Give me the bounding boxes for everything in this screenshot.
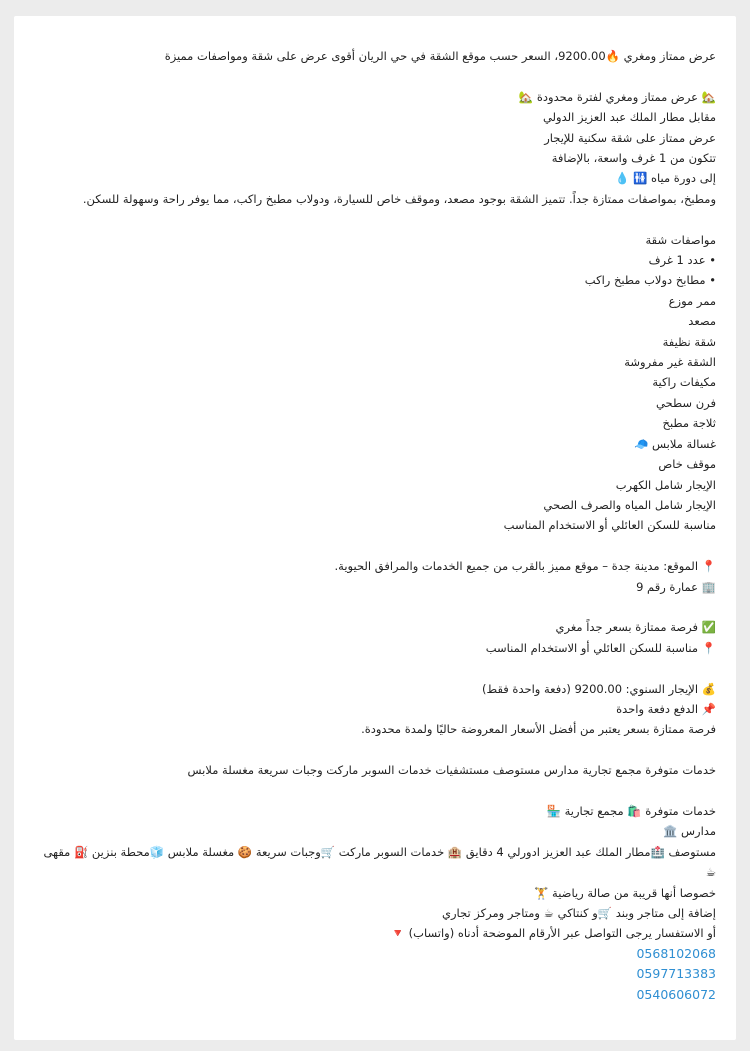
spacer <box>34 536 716 556</box>
specs-title: مواصفات شقة <box>645 232 716 247</box>
building-line: 🏢 عمارة رقم 9 <box>636 579 716 594</box>
spec-item: شقة نظيفة <box>662 334 716 349</box>
spec-item: ثلاجة مطبخ <box>662 416 716 431</box>
services-line: مدارس 🏛️ <box>663 824 716 839</box>
spec-item: • مطابخ دولاب مطبخ راكب <box>584 273 716 288</box>
spec-item: غسالة ملابس 🧢 <box>634 436 716 451</box>
intro-line: إلى دورة مياه 🚻 💧 <box>615 171 716 186</box>
services-line: مستوصف 🏥مطار الملك عبد العزيز ادورلي 4 دقايق 🏨 خدمات السوبر ماركت 🛒وجبات سريعة 🍪 مغسلة ملابس 🧊محطة بنزين ⛽ مقهى <box>43 844 716 859</box>
payment-line: 💰 الإيجار السنوي: 9200.00 (دفعة واحدة فقط) <box>482 681 716 696</box>
intro-line: ومطبخ، بمواصفات ممتازة جداً. تتميز الشقة بوجود مصعد، وموقف خاص للسيارة، ودولاب مطبخ راكب، مما يوفر راحة وسهولة للسكن. <box>82 191 716 206</box>
location-line: 📍 الموقع: مدينة جدة – موقع مميز بالقرب من جميع الخدمات والمرافق الحيوية. <box>334 559 716 574</box>
extras-line: إضافة إلى متاجر وبند 🛒و كنتاكي ☕ ومتاجر ومركز تجاري <box>441 905 716 920</box>
spacer <box>34 781 716 801</box>
services-line: خدمات متوفرة 🛍️ مجمع تجارية 🏪 <box>546 803 716 818</box>
spec-item: مصعد <box>688 314 716 329</box>
post-body <box>34 46 716 1005</box>
spacer <box>34 740 716 760</box>
spec-item: فرن سطحي <box>655 395 716 410</box>
spec-item: • عدد 1 غرف <box>648 253 716 268</box>
intro-line: 🏡 عرض ممتاز ومغري لفترة محدودة 🏡 <box>518 89 716 104</box>
spacer <box>34 209 716 229</box>
intro-line: تتكون من 1 غرف واسعة، بالإضافة <box>551 151 716 166</box>
services-summary: خدمات متوفرة مجمع تجارية مدارس مستوصف مستشفيات خدمات السوبر ماركت وجبات سريعة مغسلة ملابس <box>187 763 716 778</box>
spec-item: الإيجار شامل المياه والصرف الصحي <box>543 497 716 512</box>
spec-item: ممر موزع <box>668 293 716 308</box>
spec-item: الشقة غير مفروشة <box>624 355 716 370</box>
payment-line: 📌 الدفع دفعة واحدة <box>616 701 716 716</box>
services-line: ☕ <box>705 865 716 880</box>
payment-line: فرصة ممتازة بسعر يعتبر من أفضل الأسعار المعروضة حاليًا ولمدة محدودة. <box>361 722 716 737</box>
opportunity-line: ✅ فرصة ممتازة بسعر جداً مغري <box>555 620 716 635</box>
intro-line: مقابل مطار الملك عبد العزيز الدولي <box>542 110 716 125</box>
phone-link[interactable]: 0540606072 <box>636 986 716 1002</box>
post-headline: عرض ممتاز ومغري 🔥9200.00، السعر حسب موقع الشقة في حي الريان أقوى عرض على شقة ومواصفات مميزة <box>164 49 716 63</box>
extras-line: خصوصا أنها قريبة من صالة رياضية 🏋️ <box>534 885 716 900</box>
contact-prompt: أو الاستفسار يرجى التواصل عبر الأرقام الموضحة أدناه (واتساب) 🔻 <box>390 926 716 941</box>
phone-link[interactable]: 0568102068 <box>636 945 716 961</box>
spec-item: مناسبة للسكن العائلي أو الاستخدام المناسب <box>503 518 716 533</box>
spacer <box>34 597 716 617</box>
spacer <box>34 66 716 86</box>
post-card <box>14 16 736 1040</box>
spacer <box>34 658 716 678</box>
spec-item: موقف خاص <box>658 457 716 472</box>
opportunity-line: 📍 مناسبة للسكن العائلي أو الاستخدام المناسب <box>485 640 716 655</box>
spec-item: مكيفات راكية <box>652 375 716 390</box>
phone-link[interactable]: 0597713383 <box>636 966 716 982</box>
intro-line: عرض ممتاز على شقة سكنية للإيجار <box>544 130 716 145</box>
spec-item: الإيجار شامل الكهرب <box>615 477 716 492</box>
